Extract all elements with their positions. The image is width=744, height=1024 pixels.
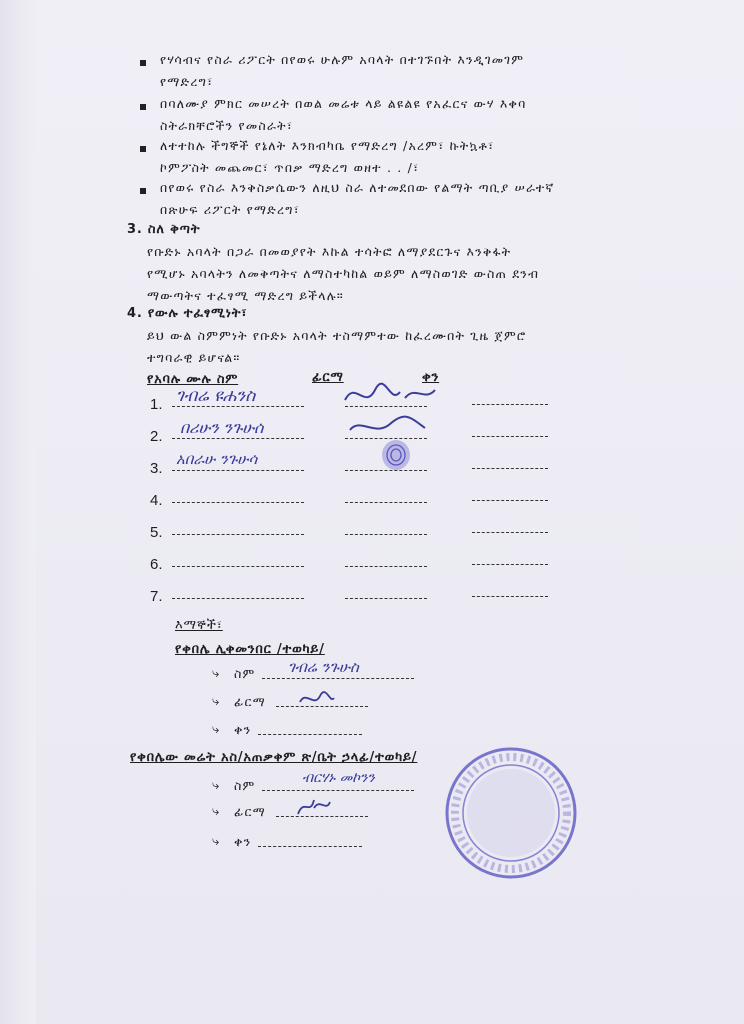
land-handwritten-name: ብርሃኑ መኮንን [302, 770, 375, 786]
land-field-name: ስም [234, 778, 256, 793]
receiver-signature-icon [296, 688, 336, 710]
col-date-header: ቀን [422, 370, 440, 385]
row-number: 7. [150, 588, 163, 605]
receiver-name-line [262, 678, 414, 679]
land-signature-icon [292, 794, 332, 820]
row-number: 4. [150, 492, 163, 509]
land-office-title: የቀበሌው መሬት አስ/አጠቃቀም ጽ/ቤት ኃላፊ/ተወካይ/ [130, 750, 418, 765]
date-line [472, 596, 548, 597]
section-4-line2: ተግባራዊ ይሆናል። [147, 350, 241, 365]
witnesses-title: እማኞች፣ [175, 618, 223, 633]
arrow-bullet-icon: ⤷ [212, 722, 220, 737]
receiver-handwritten-name: ገብሬ ንጉሁስ [288, 658, 359, 676]
receiver-field-sign: ፊርማ [234, 694, 266, 709]
date-line [472, 468, 548, 469]
section-3-line1: የቡድኑ አባላት በጋራ በመወያየት እኩል ተሳትፎ ለማያደርጉና እንቅፋት [147, 244, 512, 259]
land-field-sign: ፊርማ [234, 804, 266, 819]
fingerprint-icon [378, 438, 414, 472]
bullet-2-line1: በባለሙያ ምክር መሠረት በወል መሬቱ ላይ ልዩልዩ የአፈርና ውሃ እቀባ [160, 96, 527, 111]
name-line [172, 406, 304, 407]
section-3-line2: የሚሆኑ አባላትን ለመቅጣትና ለማስተካከል ወይም ለማስወገድ ውስጠ ደንብ [147, 266, 540, 281]
section-3-line3: ማውጣትና ተፈፃሚ ማድረግ ይችላሉ። [147, 288, 344, 303]
sign-line [345, 534, 427, 535]
bullet-1-line2: የማድረግ፣ [160, 74, 214, 89]
name-line [172, 470, 304, 471]
signature-2-icon [345, 412, 435, 440]
receiver-field-name: ስም [234, 666, 256, 681]
name-line [172, 598, 304, 599]
handwritten-name: አበራሁ ንጉሁሳ [176, 450, 258, 468]
official-stamp-icon [444, 746, 578, 880]
handwritten-name: ገብሬ ዩሐንስ [176, 386, 256, 406]
row-number: 2. [150, 428, 163, 445]
row-number: 1. [150, 396, 163, 413]
sign-line [345, 502, 427, 503]
receiver-title: የቀበሌ ሊቀመንበር /ተወካይ/ [175, 642, 325, 657]
section-4-line1: ይህ ውል ስምምነት የቡድኑ አባላት ተስማምተው ከፈረሙበት ጊዜ ጀምሮ [147, 328, 527, 343]
arrow-bullet-icon: ⤷ [212, 804, 220, 819]
date-line [472, 564, 548, 565]
bullet-marker [140, 188, 146, 194]
row-number: 6. [150, 556, 163, 573]
arrow-bullet-icon: ⤷ [212, 834, 220, 849]
bullet-3-line1: ለተተከሉ ችግኞች የኔለት እንክብካቤ የማድረግ /አረም፣ ኩትኳቶ፣ [160, 138, 495, 153]
sign-line [345, 598, 427, 599]
section-4-heading: 4. የውሉ ተፈፃሚነት፣ [127, 306, 248, 321]
name-line [172, 438, 304, 439]
section-3-heading: 3. ስለ ቅጣት [127, 222, 201, 237]
scan-edge [0, 0, 36, 1024]
name-line [172, 566, 304, 567]
handwritten-name: በሪሁን ንጉሁሰ [180, 418, 264, 437]
name-line [172, 534, 304, 535]
col-name-header: የአባሉ ሙሉ ስም [147, 372, 239, 387]
col-sign-header: ፊርማ [312, 370, 344, 385]
signature-1-icon [340, 380, 440, 410]
land-field-date: ቀን [234, 834, 252, 849]
row-number: 5. [150, 524, 163, 541]
date-line [472, 500, 548, 501]
bullet-4-line2: በጽሁፍ ሪፖርት የማድረግ፣ [160, 202, 300, 217]
bullet-3-line2: ኮምፖስት መጨመር፣ ጥበቃ ማድረግ ወዘተ . . /፣ [160, 160, 420, 175]
bullet-marker [140, 60, 146, 66]
land-name-line [262, 790, 414, 791]
land-date-line [258, 846, 362, 847]
date-line [472, 532, 548, 533]
bullet-marker [140, 104, 146, 110]
receiver-date-line [258, 734, 362, 735]
name-line [172, 502, 304, 503]
sign-line [345, 566, 427, 567]
arrow-bullet-icon: ⤷ [212, 778, 220, 793]
bullet-1-line1: የሃሳብና የስራ ሪፖርት በየወሩ ሁሉም አባላት በተገኙበት እንዲገመገም [160, 52, 525, 67]
arrow-bullet-icon: ⤷ [212, 666, 220, 681]
date-line [472, 404, 548, 405]
bullet-2-line2: ስትራክቸሮችን የመስራት፣ [160, 118, 294, 133]
arrow-bullet-icon: ⤷ [212, 694, 220, 709]
receiver-field-date: ቀን [234, 722, 252, 737]
bullet-4-line1: በየወሩ የስራ እንቅስቃሴውን ለዚህ ስራ ለተመደበው የልማት ጣቢያ ሠራተኛ [160, 180, 555, 195]
bullet-marker [140, 146, 146, 152]
row-number: 3. [150, 460, 163, 477]
date-line [472, 436, 548, 437]
